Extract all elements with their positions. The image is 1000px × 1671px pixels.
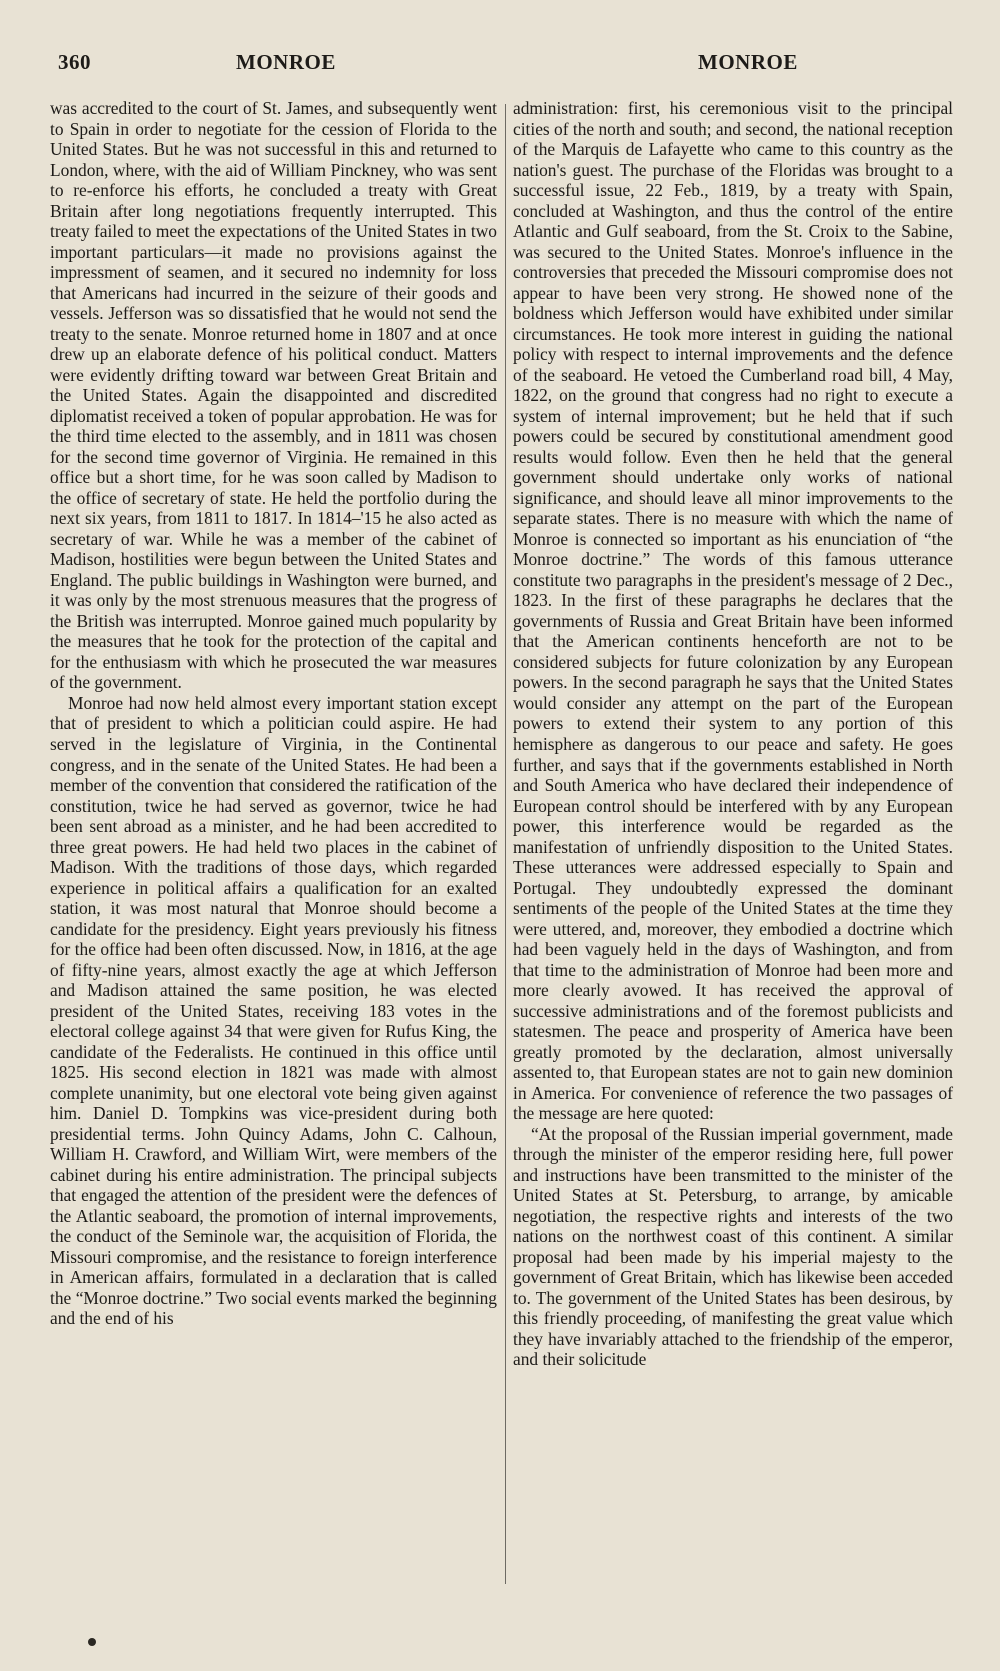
column-divider <box>505 104 506 1584</box>
running-header <box>58 50 948 80</box>
paragraph: administration: first, his ceremonious visit to the principal cities of the north and south; and second, the national reception of the Marquis de Lafayette who came to this country as the nation's guest. The purchase of the Floridas was brought to a successful issue, 22 Feb., 1819, by a treaty with Spain, concluded at Washington, and thus the control of the entire Atlantic and Gulf seaboard, from the St. Croix to the Sabine, was secured to the United States. Monroe's influence in the controversies that preceded the Missouri compromise does not appear to have been very strong. He showed none of the boldness which Jefferson would have exhibited under similar circumstances. He took more interest in guiding the national policy with respect to internal improvements and the defence of the seaboard. He vetoed the Cumberland road bill, 4 May, 1822, on the ground that congress had no right to execute a system of internal improvement; but he held that if such powers could be secured by constitutional amendment good results would follow. Even then he held that the general government should undertake only works of national significance, and should leave all minor improvements to the separate states. There is no measure with which the name of Monroe is connected so important as his enunciation of “the Monroe doctrine.” The words of this famous utterance constitute two paragraphs in the president's message of 2 Dec., 1823. In the first of these paragraphs he declares that the governments of Russia and Great Britain have been informed that the American continents henceforth are not to be considered subjects for future colonization by any European powers. In the second paragraph he says that the United States would consider any attempt on the part of the European powers to extend their system to any portion of this hemisphere as dangerous to our peace and safety. He goes further, and says that if the governments established in North and South America who have declared their independence of European control should be interfered with by any European power, this interference would be regarded as the manifestation of unfriendly disposition to the United States. These utterances were addressed especially to Spain and Portugal. They undoubtedly expressed the dominant sentiments of the people of the United States at the time they were uttered, and, moreover, they embodied a doctrine which had been vaguely held in the days of Washington, and from that time to the administration of Monroe had been more and more clearly avowed. It has received the approval of successive administrations and of the foremost publicists and statesmen. The peace and prosperity of America have been greatly promoted by the declaration, almost universally assented to, that European states are not to gain new dominion in America. For convenience of reference the two passages of the message are here quoted: <box>513 98 953 1124</box>
paragraph: was accredited to the court of St. James, and subsequently went to Spain in order to negotiate for the cession of Florida to the United States. But he was not successful in this and returned to London, where, with the aid of William Pinckney, who was sent to re-enforce his efforts, he concluded a treaty with Great Britain after long negotiations frequently interrupted. This treaty failed to meet the expectations of the United States in two important particulars—it made no provisions against the impressment of seamen, and it secured no indemnity for loss that Americans had incurred in the seizure of their goods and vessels. Jefferson was so dissatisfied that he would not send the treaty to the senate. Monroe returned home in 1807 and at once drew up an elaborate defence of his political conduct. Matters were evidently drifting toward war between Great Britain and the United States. Again the disappointed and discredited diplomatist received a token of popular approbation. He was for the third time elected to the assembly, and in 1811 was chosen for the second time governor of Virginia. He remained in this office but a short time, for he was soon called by Madison to the office of secretary of state. He held the portfolio during the next six years, from 1811 to 1817. In 1814–'15 he also acted as secretary of war. While he was a member of the cabinet of Madison, hostilities were begun between the United States and England. The public buildings in Washington were burned, and it was only by the most strenuous measures that the progress of the British was interrupted. Monroe gained much popularity by the measures that he took for the protection of the capital and for the enthusiasm with which he prosecuted the war measures of the government. <box>50 98 497 693</box>
right-column <box>513 98 953 1370</box>
ink-spot <box>88 1638 96 1646</box>
quoted-passage: “At the proposal of the Russian imperial government, made through the minister of the emperor residing here, full power and instructions have been transmitted to the minister of the United States at St. Petersburg, to arrange, by amicable negotiation, the respective rights and interests of the two nations on the northwest coast of this continent. A similar proposal had been made by his imperial majesty to the government of Great Britain, which has likewise been acceded to. The government of the United States has been desirous, by this friendly proceeding, of manifesting the great value which they have invariably attached to the friendship of the emperor, and their solicitude <box>513 1123 953 1370</box>
paragraph: Monroe had now held almost every important station except that of president to which a politician could aspire. He had served in the legislature of Virginia, in the Continental congress, and in the senate of the United States. He had been a member of the convention that considered the ratification of the constitution, twice he had served as governor, twice he had been sent abroad as a minister, and he had been accredited to three great powers. He had held two places in the cabinet of Madison. With the traditions of those days, which regarded experience in political affairs a qualification for an exalted station, it was most natural that Monroe should become a candidate for the presidency. Eight years previously his fitness for the office had been often discussed. Now, in 1816, at the age of fifty-nine years, almost exactly the age at which Jefferson and Madison attained the same position, he was elected president of the United States, receiving 183 votes in the electoral college against 34 that were given for Rufus King, the candidate of the Federalists. He continued in this office until 1825. His second election in 1821 was made with almost complete unanimity, but one electoral vote being given against him. Daniel D. Tompkins was vice-president during both presidential terms. John Quincy Adams, John C. Calhoun, William H. Crawford, and William Wirt, were members of the cabinet during his entire administration. The principal subjects that engaged the attention of the president were the defences of the Atlantic seaboard, the promotion of internal improvements, the conduct of the Seminole war, the acquisition of Florida, the Missouri compromise, and the resistance to foreign interference in American affairs, formulated in a declaration that is called the “Monroe doctrine.” Two social events marked the beginning and the end of his <box>50 692 497 1329</box>
header-title-left: MONROE <box>236 50 336 74</box>
left-column <box>50 98 497 1329</box>
page-number: 360 <box>58 50 91 74</box>
header-title-right: MONROE <box>698 50 798 74</box>
